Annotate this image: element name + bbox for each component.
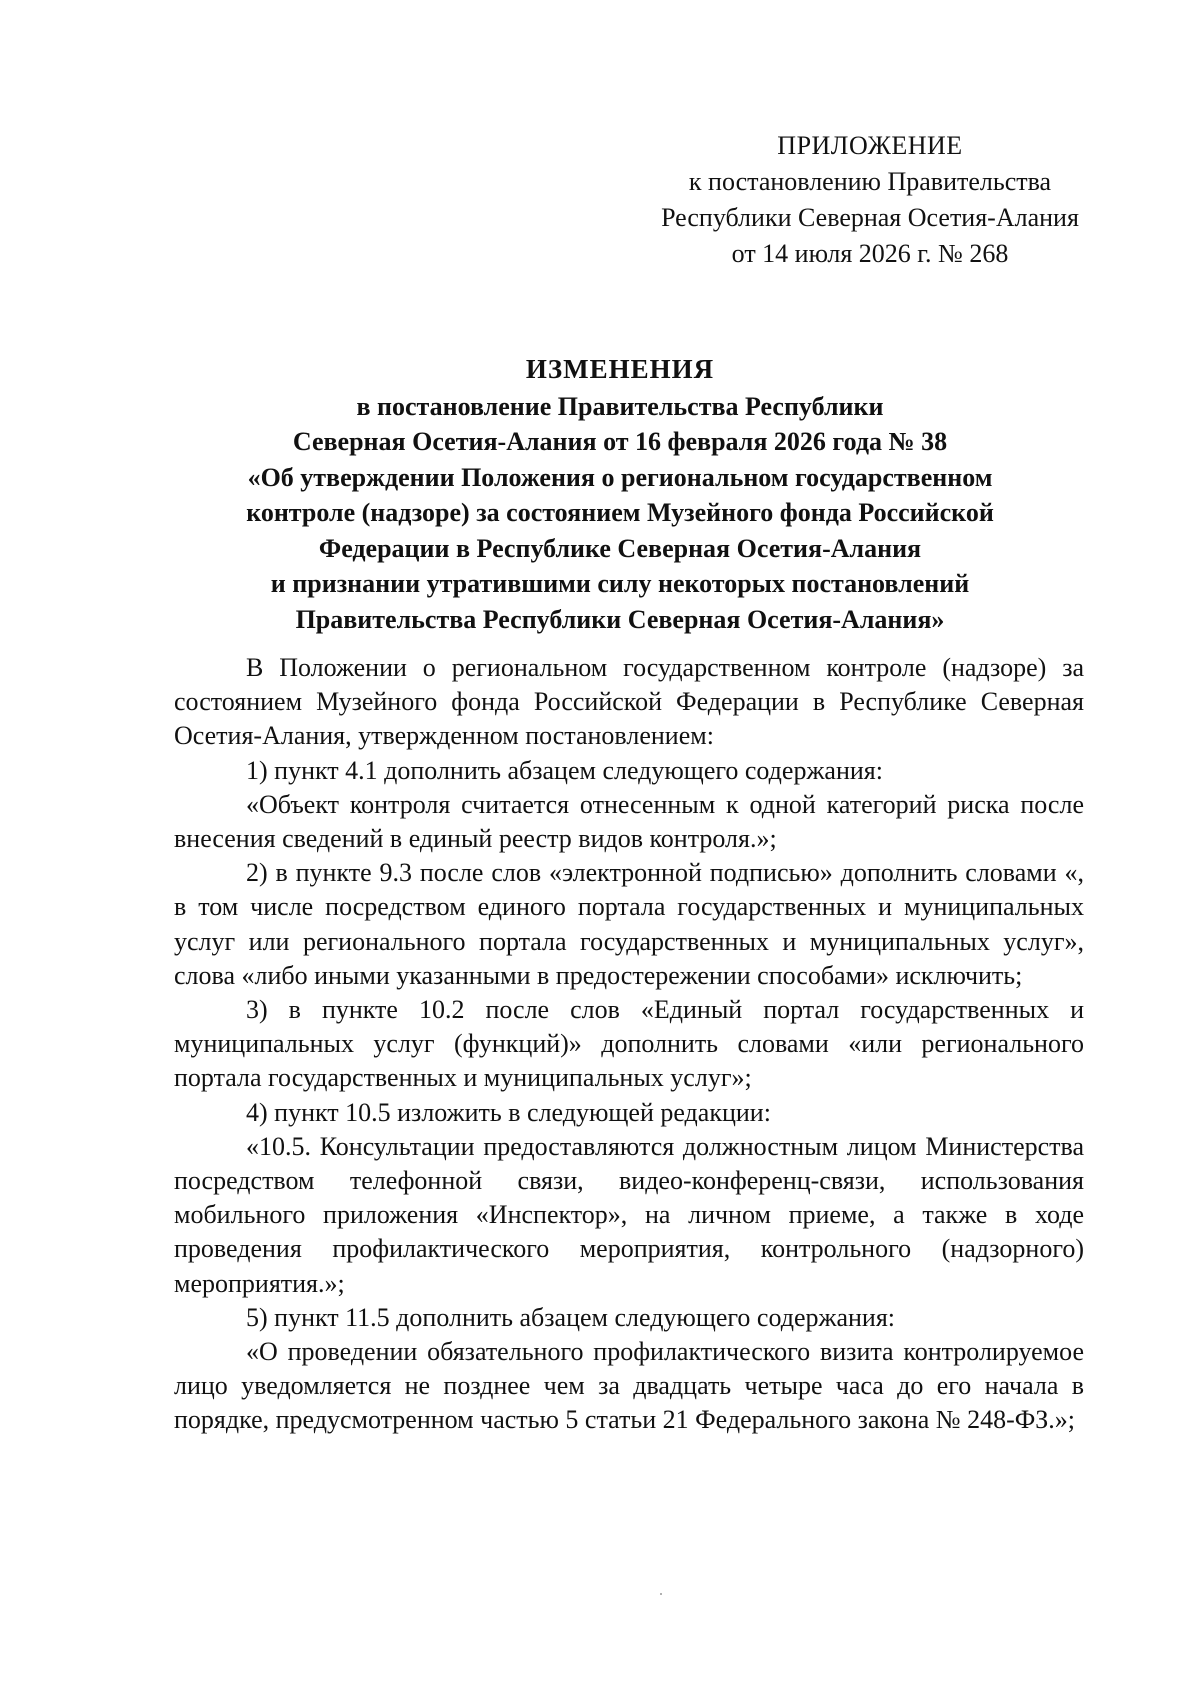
heading-line: в постановление Правительства Республики xyxy=(356,391,884,421)
body-paragraph-item-5: 5) пункт 11.5 дополнить абзацем следующего содержания: xyxy=(246,1302,895,1332)
annex-line-date-number: от 14 июля 2026 г. № 268 xyxy=(731,239,1009,268)
document-body xyxy=(174,651,1084,1438)
body-paragraph-item-2: 2) в пункте 9.3 после слов «электронной подписью» дополнить словами «, в том числе посредством единого портала государственных и муниципальных услуг или регионального портала государственных и муниципальных услуг», слова «либо иными указанными в предостережении способами» исключить; xyxy=(174,858,1084,990)
heading-line: Северная Осетия-Алания от 16 февраля 2026 года № 38 xyxy=(292,427,948,456)
annex-line-republic: Республики Северная Осетия-Алания xyxy=(661,203,1079,232)
body-paragraph-intro: В Положении о региональном государственном контроле (надзоре) за состоянием Музейного фонда Российской Федерации в Республике Северная Осетия-Алания, утвержденном постановлением: xyxy=(174,653,1084,751)
heading-line: и признании утратившими силу некоторых постановлений xyxy=(270,569,970,598)
body-paragraph-quote-5: «О проведении обязательного профилактического визита контролируемое лицо уведомляется не позднее чем за двадцать четыре часа до его начала в порядке, предусмотренном частью 5 статьи 21 Федерального закона № 248-ФЗ.»; xyxy=(174,1337,1084,1435)
heading-line: «Об утверждении Положения о региональном государственном xyxy=(247,462,993,492)
annex-line-decree: к постановлению Правительства xyxy=(688,167,1052,196)
heading-title: ИЗМЕНЕНИЯ xyxy=(525,354,715,384)
heading-line: Федерации в Республике Северная Осетия-Алания xyxy=(318,533,922,563)
body-paragraph-item-3: 3) в пункте 10.2 после слов «Единый портал государственных и муниципальных услуг (функций)» дополнить словами «или регионального портала государственных и муниципальных услуг»; xyxy=(174,995,1084,1093)
annex-title: ПРИЛОЖЕНИЕ xyxy=(777,131,963,160)
body-paragraph-item-1: 1) пункт 4.1 дополнить абзацем следующего содержания: xyxy=(246,755,883,785)
body-paragraph-quote-1: «Объект контроля считается отнесенным к одной категорий риска после внесения сведений в единый реестр видов контроля.»; xyxy=(174,789,1084,854)
heading-line: контроле (надзоре) за состоянием Музейного фонда Российской xyxy=(246,498,994,527)
annex-block xyxy=(600,128,1140,272)
body-paragraph-item-4: 4) пункт 10.5 изложить в следующей редакции: xyxy=(246,1097,771,1127)
scan-speck xyxy=(660,1593,662,1595)
heading-line: Правительства Республики Северная Осетия-Алания» xyxy=(295,604,945,634)
body-paragraph-quote-4: «10.5. Консультации предоставляются должностным лицом Министерства посредством телефонной связи, видео-конференц-связи, использования мобильного приложения «Инспектор», на личном приеме, а также в ходе проведения профилактического мероприятия, контрольного (надзорного) мероприятия.»; xyxy=(174,1131,1084,1298)
document-heading xyxy=(170,352,1070,637)
